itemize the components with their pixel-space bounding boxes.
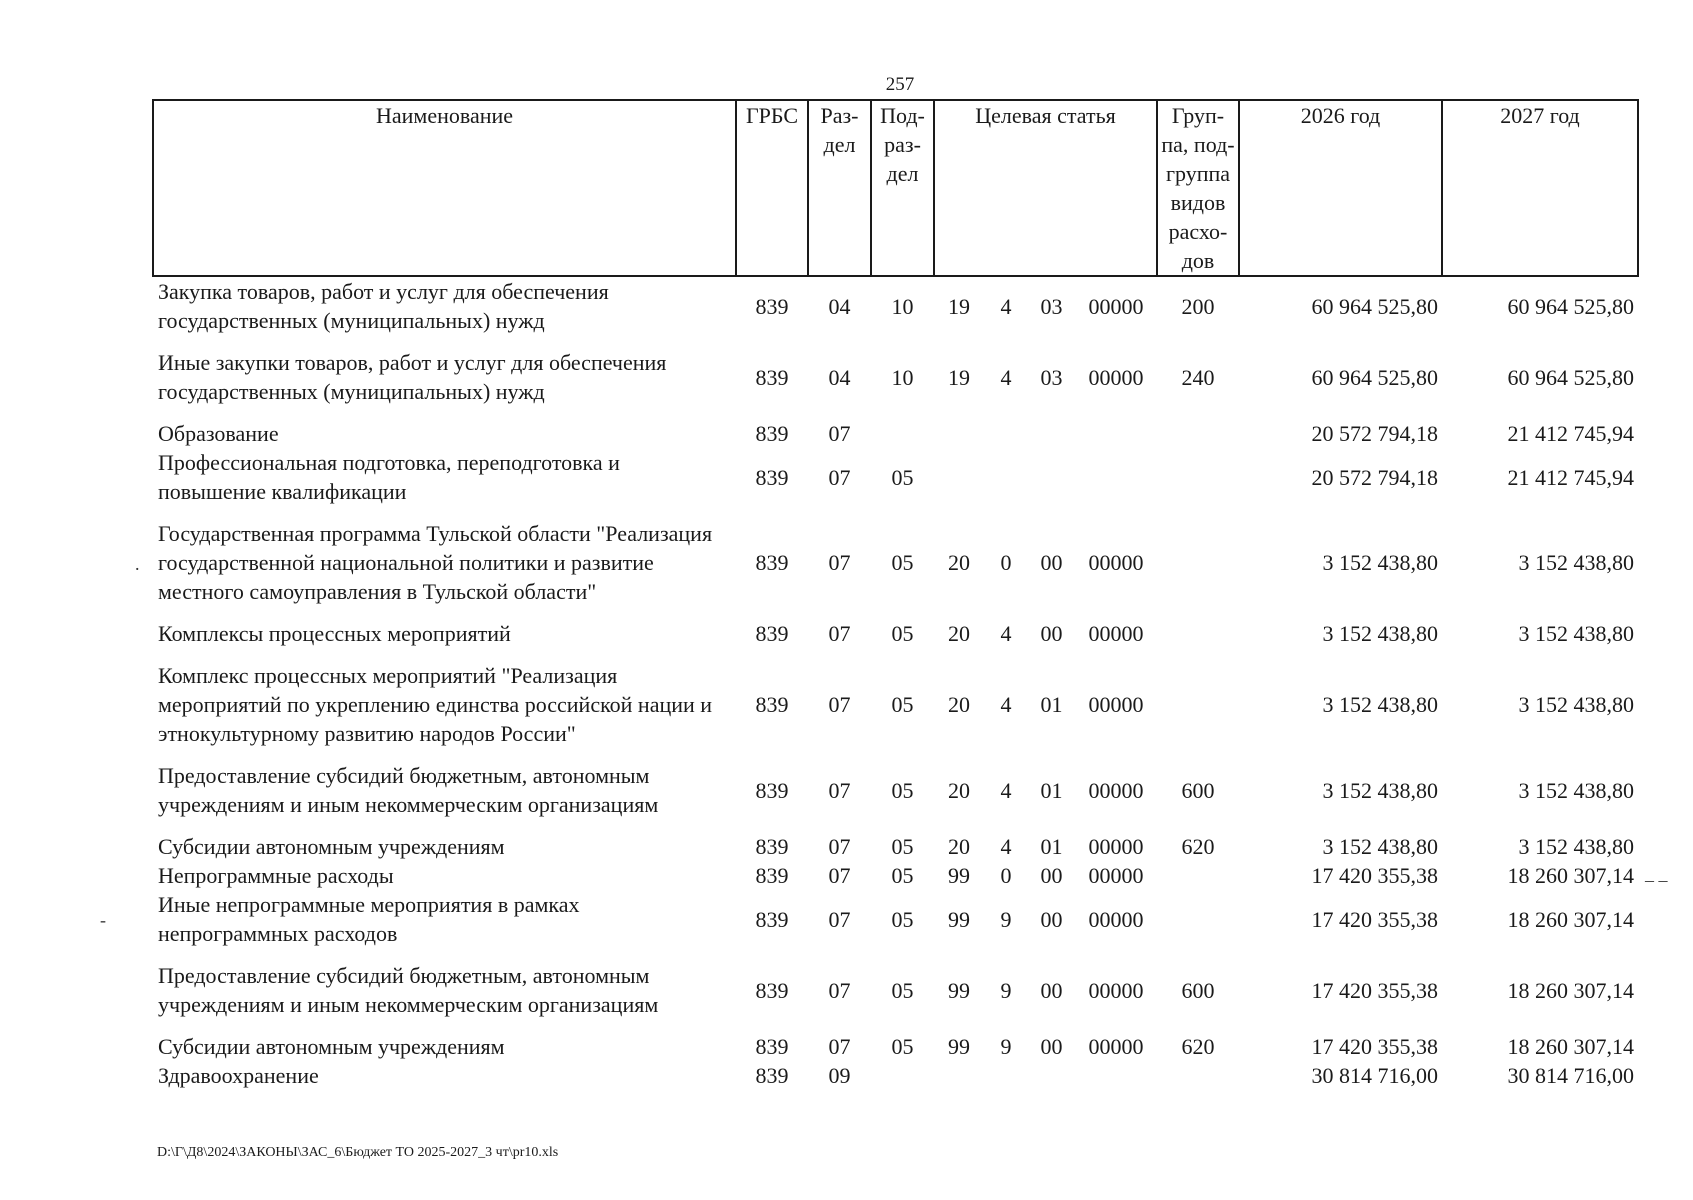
cell-podrazdel bbox=[871, 1061, 934, 1090]
cell-podrazdel: 05 bbox=[891, 906, 914, 932]
scan-mark: - bbox=[100, 910, 106, 930]
cell-amount-2027: 18 260 307,14 bbox=[1507, 1034, 1634, 1059]
cell-expense-group bbox=[1157, 419, 1239, 448]
cell-amount-2027: 3 152 438,80 bbox=[1518, 834, 1634, 859]
cell-razdel: 04 bbox=[828, 293, 851, 319]
cell-amount-2026: 3 152 438,80 bbox=[1322, 834, 1438, 859]
cell-target-type bbox=[984, 1061, 1028, 1090]
cell-podrazdel: 05 bbox=[891, 1034, 914, 1059]
cell-amount-2026: 20 572 794,18 bbox=[1311, 464, 1438, 490]
cell-target-program: 20 bbox=[948, 777, 970, 803]
table-row bbox=[153, 276, 1638, 348]
cell-target-program: 20 bbox=[948, 550, 970, 575]
cell-name: Субсидии автономным учреждениям bbox=[158, 834, 505, 859]
cell-amount-2027: 60 964 525,80 bbox=[1507, 364, 1634, 390]
cell-target-direction: 00000 bbox=[1088, 906, 1144, 932]
cell-target-program: 99 bbox=[948, 1034, 970, 1059]
cell-target-type bbox=[984, 419, 1028, 448]
page-number: 257 bbox=[885, 74, 915, 95]
cell-expense-group bbox=[1157, 661, 1239, 761]
table-row bbox=[153, 1061, 1638, 1090]
cell-expense-group: 620 bbox=[1181, 834, 1215, 859]
cell-name: Закупка товаров, работ и услуг для обеспечения государственных (муниципальных) нужд bbox=[158, 279, 609, 333]
cell-expense-group: 620 bbox=[1181, 1034, 1215, 1059]
table-row bbox=[153, 861, 1638, 890]
cell-expense-group: 200 bbox=[1181, 293, 1215, 319]
budget-table bbox=[152, 99, 1639, 1090]
cell-razdel: 07 bbox=[828, 863, 851, 888]
cell-podrazdel: 10 bbox=[891, 293, 914, 319]
cell-name: Государственная программа Тульской области "Реализация государственной национальной политики и развитие местного самоуправления в Тульской области" bbox=[158, 521, 713, 604]
cell-grbs: 839 bbox=[755, 293, 789, 319]
cell-name: Непрограммные расходы bbox=[158, 863, 394, 888]
cell-target-program: 20 bbox=[948, 692, 970, 717]
table-row bbox=[153, 890, 1638, 961]
cell-amount-2027: 21 412 745,94 bbox=[1507, 421, 1634, 446]
cell-amount-2027: 3 152 438,80 bbox=[1518, 550, 1634, 575]
cell-target-subprogram: 01 bbox=[1040, 777, 1063, 803]
cell-grbs: 839 bbox=[755, 863, 789, 888]
cell-target-direction: 00000 bbox=[1088, 692, 1144, 717]
cell-podrazdel: 05 bbox=[891, 834, 914, 859]
cell-amount-2026: 17 420 355,38 bbox=[1311, 863, 1438, 888]
cell-razdel: 07 bbox=[828, 906, 851, 932]
table-row bbox=[153, 419, 1638, 448]
cell-amount-2027: 3 152 438,80 bbox=[1518, 621, 1634, 646]
cell-target-type: 4 bbox=[1000, 293, 1012, 319]
cell-target-direction: 00000 bbox=[1088, 621, 1144, 646]
cell-target-subprogram: 03 bbox=[1040, 364, 1063, 390]
cell-podrazdel: 05 bbox=[891, 692, 914, 717]
cell-amount-2027: 3 152 438,80 bbox=[1518, 777, 1634, 803]
cell-amount-2026: 17 420 355,38 bbox=[1311, 1034, 1438, 1059]
cell-grbs: 839 bbox=[755, 550, 789, 575]
cell-expense-group bbox=[1157, 861, 1239, 890]
cell-target-direction bbox=[1075, 448, 1157, 519]
cell-amount-2027: 18 260 307,14 bbox=[1507, 977, 1634, 1003]
table-body bbox=[153, 276, 1638, 1090]
table-row bbox=[153, 448, 1638, 519]
cell-grbs: 839 bbox=[755, 977, 789, 1003]
cell-target-program: 20 bbox=[948, 834, 970, 859]
cell-target-type: 0 bbox=[1000, 550, 1012, 575]
cell-grbs: 839 bbox=[755, 421, 789, 446]
header-year-2027: 2027 год bbox=[1442, 100, 1638, 276]
table-row bbox=[153, 348, 1638, 419]
cell-target-type: 4 bbox=[1000, 692, 1012, 717]
cell-target-subprogram: 01 bbox=[1040, 834, 1063, 859]
cell-expense-group: 600 bbox=[1181, 777, 1215, 803]
cell-razdel: 07 bbox=[828, 1034, 851, 1059]
table-row bbox=[153, 519, 1638, 619]
cell-target-type: 4 bbox=[1000, 364, 1012, 390]
table-row bbox=[153, 661, 1638, 761]
cell-razdel: 07 bbox=[828, 464, 851, 490]
cell-grbs: 839 bbox=[755, 364, 789, 390]
cell-target-type: 9 bbox=[1000, 906, 1012, 932]
cell-target-program bbox=[934, 1061, 984, 1090]
cell-razdel: 07 bbox=[828, 977, 851, 1003]
cell-target-subprogram: 00 bbox=[1040, 977, 1063, 1003]
cell-expense-group: 240 bbox=[1181, 364, 1215, 390]
cell-podrazdel: 10 bbox=[891, 364, 914, 390]
cell-target-direction: 00000 bbox=[1088, 364, 1144, 390]
cell-amount-2027: 30 814 716,00 bbox=[1507, 1063, 1634, 1088]
cell-target-type: 4 bbox=[1000, 777, 1012, 803]
cell-amount-2026: 17 420 355,38 bbox=[1311, 977, 1438, 1003]
cell-podrazdel: 05 bbox=[891, 863, 914, 888]
cell-amount-2026: 3 152 438,80 bbox=[1322, 621, 1438, 646]
cell-target-subprogram: 00 bbox=[1040, 621, 1063, 646]
header-podrazdel: Под- раз- дел bbox=[871, 100, 934, 276]
footer-file-path: D:\Г\Д8\2024\ЗАКОНЫ\ЗАС_6\Бюджет ТО 2025-2027_3 чт\pr10.xls bbox=[157, 1145, 559, 1160]
cell-name: Комплексы процессных мероприятий bbox=[158, 621, 511, 646]
cell-podrazdel: 05 bbox=[891, 777, 914, 803]
header-expense-group: Груп- па, под- группа видов расхо- дов bbox=[1157, 100, 1239, 276]
cell-grbs: 839 bbox=[755, 1034, 789, 1059]
cell-razdel: 07 bbox=[828, 834, 851, 859]
cell-grbs: 839 bbox=[755, 692, 789, 717]
cell-name: Предоставление субсидий бюджетным, автономным учреждениям и иным некоммерческим организациям bbox=[158, 963, 659, 1017]
cell-target-direction bbox=[1075, 419, 1157, 448]
cell-razdel: 07 bbox=[828, 621, 851, 646]
cell-expense-group bbox=[1157, 1061, 1239, 1090]
cell-amount-2026: 17 420 355,38 bbox=[1311, 906, 1438, 932]
cell-target-direction: 00000 bbox=[1088, 834, 1144, 859]
cell-razdel: 07 bbox=[828, 550, 851, 575]
cell-amount-2026: 3 152 438,80 bbox=[1322, 550, 1438, 575]
table-row bbox=[153, 1032, 1638, 1061]
cell-target-direction: 00000 bbox=[1088, 1034, 1144, 1059]
cell-expense-group: 600 bbox=[1181, 977, 1215, 1003]
cell-target-direction: 00000 bbox=[1088, 977, 1144, 1003]
cell-podrazdel: 05 bbox=[891, 550, 914, 575]
cell-podrazdel: 05 bbox=[891, 621, 914, 646]
cell-expense-group bbox=[1157, 448, 1239, 519]
cell-target-program: 19 bbox=[948, 293, 970, 319]
cell-target-direction: 00000 bbox=[1088, 777, 1144, 803]
cell-target-subprogram: 00 bbox=[1040, 1034, 1063, 1059]
table-row bbox=[153, 832, 1638, 861]
cell-name: Иные закупки товаров, работ и услуг для обеспечения государственных (муниципальных) нужд bbox=[158, 350, 667, 404]
cell-name: Профессиональная подготовка, переподготовка и повышение квалификации bbox=[158, 450, 620, 504]
cell-target-subprogram: 03 bbox=[1040, 293, 1063, 319]
cell-target-program: 20 bbox=[948, 621, 970, 646]
cell-name: Иные непрограммные мероприятия в рамках непрограммных расходов bbox=[158, 892, 580, 946]
cell-podrazdel: 05 bbox=[891, 977, 914, 1003]
cell-name: Субсидии автономным учреждениям bbox=[158, 1034, 505, 1059]
cell-razdel: 07 bbox=[828, 692, 851, 717]
cell-amount-2026: 60 964 525,80 bbox=[1311, 293, 1438, 319]
cell-grbs: 839 bbox=[755, 1063, 789, 1088]
cell-podrazdel bbox=[871, 419, 934, 448]
cell-amount-2026: 30 814 716,00 bbox=[1311, 1063, 1438, 1088]
header-year-2026: 2026 год bbox=[1239, 100, 1442, 276]
cell-grbs: 839 bbox=[755, 621, 789, 646]
cell-podrazdel: 05 bbox=[891, 464, 914, 490]
cell-target-program: 19 bbox=[948, 364, 970, 390]
cell-grbs: 839 bbox=[755, 906, 789, 932]
cell-target-subprogram: 00 bbox=[1040, 863, 1063, 888]
cell-name: Образование bbox=[158, 421, 279, 446]
cell-amount-2026: 3 152 438,80 bbox=[1322, 692, 1438, 717]
cell-target-subprogram bbox=[1028, 1061, 1075, 1090]
table-row bbox=[153, 761, 1638, 832]
cell-target-subprogram: 00 bbox=[1040, 550, 1063, 575]
cell-target-program bbox=[934, 419, 984, 448]
cell-amount-2026: 60 964 525,80 bbox=[1311, 364, 1438, 390]
cell-razdel: 04 bbox=[828, 364, 851, 390]
cell-amount-2027: 18 260 307,14 bbox=[1507, 906, 1634, 932]
cell-grbs: 839 bbox=[755, 464, 789, 490]
cell-target-subprogram bbox=[1028, 448, 1075, 519]
cell-name: Комплекс процессных мероприятий "Реализация мероприятий по укреплению единства российской нации и этнокультурному развитию народов России" bbox=[158, 663, 713, 746]
scan-mark: . bbox=[135, 554, 140, 574]
cell-expense-group bbox=[1157, 619, 1239, 661]
table-row bbox=[153, 961, 1638, 1032]
cell-target-type: 4 bbox=[1000, 834, 1012, 859]
cell-target-subprogram: 01 bbox=[1040, 692, 1063, 717]
header-name: Наименование bbox=[153, 100, 736, 276]
cell-target-type: 9 bbox=[1000, 1034, 1012, 1059]
cell-amount-2027: 21 412 745,94 bbox=[1507, 464, 1634, 490]
cell-target-subprogram bbox=[1028, 419, 1075, 448]
cell-amount-2027: 3 152 438,80 bbox=[1518, 692, 1634, 717]
cell-target-subprogram: 00 bbox=[1040, 906, 1063, 932]
cell-razdel: 07 bbox=[828, 421, 851, 446]
cell-target-type: 4 bbox=[1000, 621, 1012, 646]
table-row bbox=[153, 619, 1638, 661]
cell-expense-group bbox=[1157, 890, 1239, 961]
cell-razdel: 07 bbox=[828, 777, 851, 803]
cell-target-direction: 00000 bbox=[1088, 550, 1144, 575]
cell-amount-2027: 18 260 307,14 bbox=[1507, 863, 1634, 888]
header-target-article: Целевая статья bbox=[934, 100, 1157, 276]
cell-razdel: 09 bbox=[828, 1063, 851, 1088]
cell-expense-group bbox=[1157, 519, 1239, 619]
cell-target-direction bbox=[1075, 1061, 1157, 1090]
cell-amount-2026: 20 572 794,18 bbox=[1311, 421, 1438, 446]
cell-grbs: 839 bbox=[755, 834, 789, 859]
cell-target-program: 99 bbox=[948, 977, 970, 1003]
cell-target-program: 99 bbox=[948, 906, 970, 932]
cell-target-type: 9 bbox=[1000, 977, 1012, 1003]
cell-grbs: 839 bbox=[755, 777, 789, 803]
scan-mark: – – bbox=[1645, 870, 1668, 890]
cell-target-program: 99 bbox=[948, 863, 970, 888]
table-header-row bbox=[153, 100, 1638, 276]
cell-target-type bbox=[984, 448, 1028, 519]
cell-name: Здравоохранение bbox=[158, 1063, 319, 1088]
cell-amount-2026: 3 152 438,80 bbox=[1322, 777, 1438, 803]
cell-target-direction: 00000 bbox=[1088, 293, 1144, 319]
header-grbs: ГРБС bbox=[736, 100, 808, 276]
cell-target-direction: 00000 bbox=[1088, 863, 1144, 888]
header-razdel: Раз- дел bbox=[808, 100, 871, 276]
cell-target-program bbox=[934, 448, 984, 519]
cell-target-type: 0 bbox=[1000, 863, 1012, 888]
cell-amount-2027: 60 964 525,80 bbox=[1507, 293, 1634, 319]
cell-name: Предоставление субсидий бюджетным, автономным учреждениям и иным некоммерческим организациям bbox=[158, 763, 659, 817]
